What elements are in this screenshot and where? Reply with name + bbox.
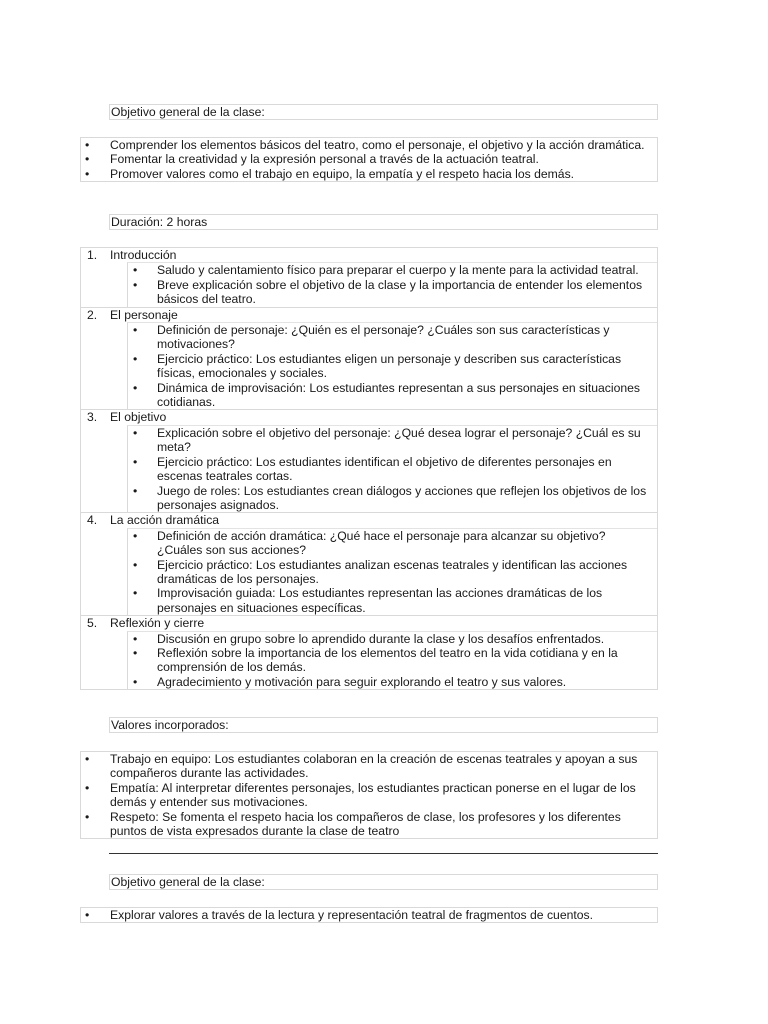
list-item: • Ejercicio práctico: Los estudiantes eligen un personaje y describen sus características físicas, emocionales y sociales. [133, 351, 622, 381]
steps-list [80, 247, 658, 690]
bullet-icon: • [133, 483, 138, 498]
step-title: El objetivo [110, 410, 167, 425]
step-number: 1. [87, 248, 98, 262]
bullet-icon: • [133, 631, 138, 646]
step-number: 3. [87, 410, 98, 425]
bullet-icon: • [85, 780, 90, 795]
duration [109, 214, 658, 230]
step-title: La acción dramática [110, 513, 220, 528]
step-2 [81, 307, 657, 322]
bullet-icon: • [133, 674, 138, 689]
duration-text: Duración: 2 horas [111, 215, 208, 229]
list-item: • Saludo y calentamiento físico para preparar el cuerpo y la mente para la actividad teatral. [133, 263, 639, 278]
bullet-icon: • [133, 586, 138, 601]
list-item: • Ejercicio práctico: Los estudiantes analizan escenas teatrales y identifican las acciones dramáticas de los personajes. [133, 557, 628, 586]
section1-heading [109, 104, 658, 120]
list-item: • Respeto: Se fomenta el respeto hacia los compañeros de clase, los profesores y los diferentes puntos de vista expresados durante la clase de teatro [85, 809, 621, 839]
list-item: • Explicación sobre el objetivo del personaje: ¿Qué desea lograr el personaje? ¿Cuál es su meta? [133, 425, 641, 455]
step-4 [81, 512, 657, 527]
step-3 [81, 409, 657, 424]
step-title: El personaje [110, 307, 178, 322]
list-item: • Agradecimiento y motivación para seguir explorando el teatro y sus valores. [133, 674, 567, 689]
bullet-icon: • [133, 277, 138, 292]
step-title: Introducción [110, 248, 177, 262]
list-item: • Breve explicación sobre el objetivo de la clase y la importancia de entender los elementos básicos del teatro. [133, 277, 643, 307]
list-item: • Comprender los elementos básicos del teatro, como el personaje, el objetivo y la acción dramática. [85, 138, 645, 152]
step-5-items [127, 631, 657, 690]
bullet-icon: • [85, 138, 90, 152]
section-divider [109, 853, 658, 854]
step-4-items [127, 528, 657, 615]
bullet-icon: • [85, 908, 90, 922]
step-1 [81, 248, 657, 262]
bullet-icon: • [85, 152, 90, 167]
list-item: • Ejercicio práctico: Los estudiantes identifican el objetivo de diferentes personajes en escenas teatrales cortas. [133, 454, 612, 484]
list-item: • Definición de acción dramática: ¿Qué hace el personaje para alcanzar su objetivo? ¿Cuáles son sus acciones? [133, 528, 606, 558]
values-list [80, 751, 658, 839]
step-number: 4. [87, 513, 98, 528]
step-title: Reflexión y cierre [110, 616, 205, 631]
step-2-items [127, 322, 657, 409]
step-number: 2. [87, 307, 98, 322]
list-item: • Juego de roles: Los estudiantes crean diálogos y acciones que reflejen los objetivos de los personajes asignados. [133, 483, 647, 512]
bullet-icon: • [133, 557, 138, 572]
step-1-items [127, 262, 657, 306]
bullet-icon: • [133, 263, 138, 278]
bullet-icon: • [85, 752, 90, 766]
step-3-items [127, 425, 657, 512]
bullet-icon: • [133, 351, 138, 366]
list-item: • Explorar valores a través de la lectura y representación teatral de fragmentos de cuentos. [85, 908, 594, 922]
section1-heading-text: Objetivo general de la clase: [111, 105, 265, 119]
bullet-icon: • [133, 528, 138, 543]
section2-heading [109, 874, 658, 890]
list-item: • Discusión en grupo sobre lo aprendido durante la clase y los desafíos enfrentados. [133, 631, 605, 646]
list-item: • Promover valores como el trabajo en equipo, la empatía y el respeto hacia los demás. [85, 166, 575, 181]
list-item: • Reflexión sobre la importancia de los elementos del teatro en la vida cotidiana y en la comprensión de los demás. [133, 645, 618, 675]
step-number: 5. [87, 616, 98, 631]
objectives-list [80, 137, 658, 182]
bullet-icon: • [133, 454, 138, 469]
list-item: • Empatía: Al interpretar diferentes personajes, los estudiantes practican ponerse en el lugar de los demás y entender sus motivaciones. [85, 780, 636, 810]
step-5 [81, 615, 657, 630]
bullet-icon: • [133, 425, 138, 440]
bullet-icon: • [133, 323, 138, 338]
bullet-icon: • [85, 166, 90, 181]
section2-objectives-list [80, 907, 658, 923]
section2-heading-text: Objetivo general de la clase: [111, 875, 265, 889]
bullet-icon: • [133, 380, 138, 395]
list-item: • Fomentar la creatividad y la expresión personal a través de la actuación teatral. [85, 152, 539, 167]
list-item: • Definición de personaje: ¿Quién es el personaje? ¿Cuáles son sus características y motivaciones? [133, 323, 610, 352]
values-heading [109, 717, 658, 733]
list-item: • Improvisación guiada: Los estudiantes representan las acciones dramáticas de los personajes en situaciones específicas. [133, 586, 603, 615]
values-heading-text: Valores incorporados: [111, 718, 229, 732]
list-item: • Trabajo en equipo: Los estudiantes colaboran en la creación de escenas teatrales y apoyan a sus compañeros durante las actividades. [85, 752, 638, 781]
bullet-icon: • [85, 809, 90, 824]
bullet-icon: • [133, 645, 138, 660]
list-item: • Dinámica de improvisación: Los estudiantes representan a sus personajes en situaciones cotidianas. [133, 380, 641, 410]
